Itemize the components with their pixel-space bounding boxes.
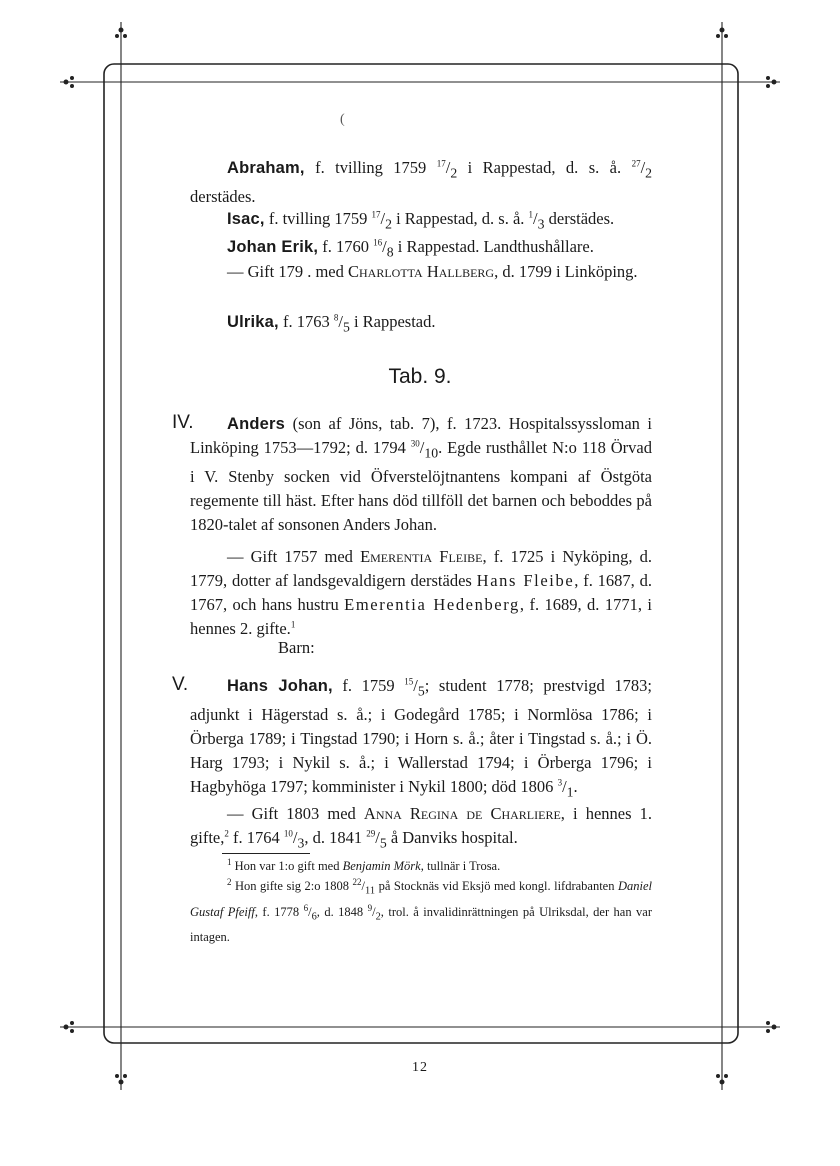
table-heading: Tab. 9. <box>388 365 452 388</box>
entry-name: Ulrika, <box>227 313 279 331</box>
entry-anders-marriage: — Gift 1757 med Emerentia Fleibe, f. 1725 i Nyköping, d. 1779, dotter af landsgevaldigern derstädes Hans Fleibe, f. 1687, d. 1767, och hans hustru Emerentia Hedenberg, f. 1689, d. 1771, i hennes 2. gifte.$^1$ <box>190 547 652 638</box>
entry-name: Johan Erik, <box>227 238 319 256</box>
entry-hans-johan: Hans Johan, f. 1759 $^{15}/_5$; student 1778; prestvigd 1783; adjunkt i Hägerstad s. å.; i Godegård 1785; i Normlösa 1786; i Örberga 1789; i Tingstad 1790; i Horn s. å.; åter i Tingstad s. å.; i Ö. Harg 1793; i Nykil s. å.; i Wallerstad 1794; i Örberga 1796; i Hagbyhöga 1797; komminister i Nykil 1800; död 1806 $^3/_1$. <box>190 676 653 800</box>
footnote-1: $^1$ Hon var 1:o gift med Benjamin Mörk, tullnär i Trosa. <box>227 856 501 873</box>
footnote-2: $^2$ Hon gifte sig 2:o 1808 $^{22}/_{11}$ på Stocknäs vid Eksjö med kongl. lifdrabanten Daniel Gustaf Pfeiff, f. 1778 $^6/_6$, d. 1848 $^9/_2$, trol. å invalidinrättningen på Ulriksdal, der han var intagen. <box>190 876 653 944</box>
entry-ulrika: Ulrika, f. 1763 $^8/_5$ i Rappestad. <box>227 312 436 335</box>
person-name: Hans Fleibe <box>476 571 575 590</box>
page-number: 12 <box>412 1060 428 1075</box>
footnote-divider <box>222 853 310 854</box>
spouse-name: Charlotta Hallberg <box>348 262 495 281</box>
entry-name: Anders <box>227 415 286 433</box>
entry-anders: Anders (son af Jöns, tab. 7), f. 1723. Hospitalssyssloman i Linköping 1753—1792; d. 1794 $^{30}/_{10}$. Egde rusthållet N:o 118 Örvad i V. Stenby socken vid Öfverstelöjtnantens kompani af Östgöta regemente till häst. Efter hans död tillföll det barnen och beboddes på 1820-talet af sonsonen Anders Johan. <box>190 414 652 535</box>
entry-name: Abraham, <box>227 159 305 177</box>
spouse-name: Emerentia Fleibe <box>360 547 483 566</box>
generation-marker: V. <box>172 674 189 695</box>
spouse-name: Anna Regina de Charliere <box>363 804 561 823</box>
entry-isac: Isac, f. tvilling 1759 $^{17}/_2$ i Rappestad, d. s. å. $^1/_3$ derstädes. <box>227 209 615 232</box>
entry-hans-johan-marriage: — Gift 1803 med Anna Regina de Charliere, i hennes 1. gifte,$^2$ f. 1764 $^{10}/_3$, d. 1841 $^{29}/_5$ å Danviks hospital. <box>190 804 653 851</box>
entry-johan-erik-marriage: — Gift 179 . med Charlotta Hallberg, d. 1799 i Linköping. <box>227 262 638 281</box>
entry-name: Isac, <box>227 210 265 228</box>
generation-marker: IV. <box>172 412 194 433</box>
barn-label: Barn: <box>278 638 315 657</box>
footnote-ref: 1 <box>290 619 296 630</box>
footnote-ref: 2 <box>224 828 229 839</box>
entry-johan-erik: Johan Erik, f. 1760 $^{16}/_8$ i Rappestad. Landthushållare. <box>227 237 594 260</box>
entry-name: Hans Johan, <box>227 677 333 695</box>
person-name: Emerentia Hedenberg <box>344 595 520 614</box>
entry-abraham: Abraham, f. tvilling 1759 $^{17}/_2$ i Rappestad, d. s. å. $^{27}/_2$ derstädes. <box>190 158 653 207</box>
stray-mark: ( <box>340 112 345 127</box>
